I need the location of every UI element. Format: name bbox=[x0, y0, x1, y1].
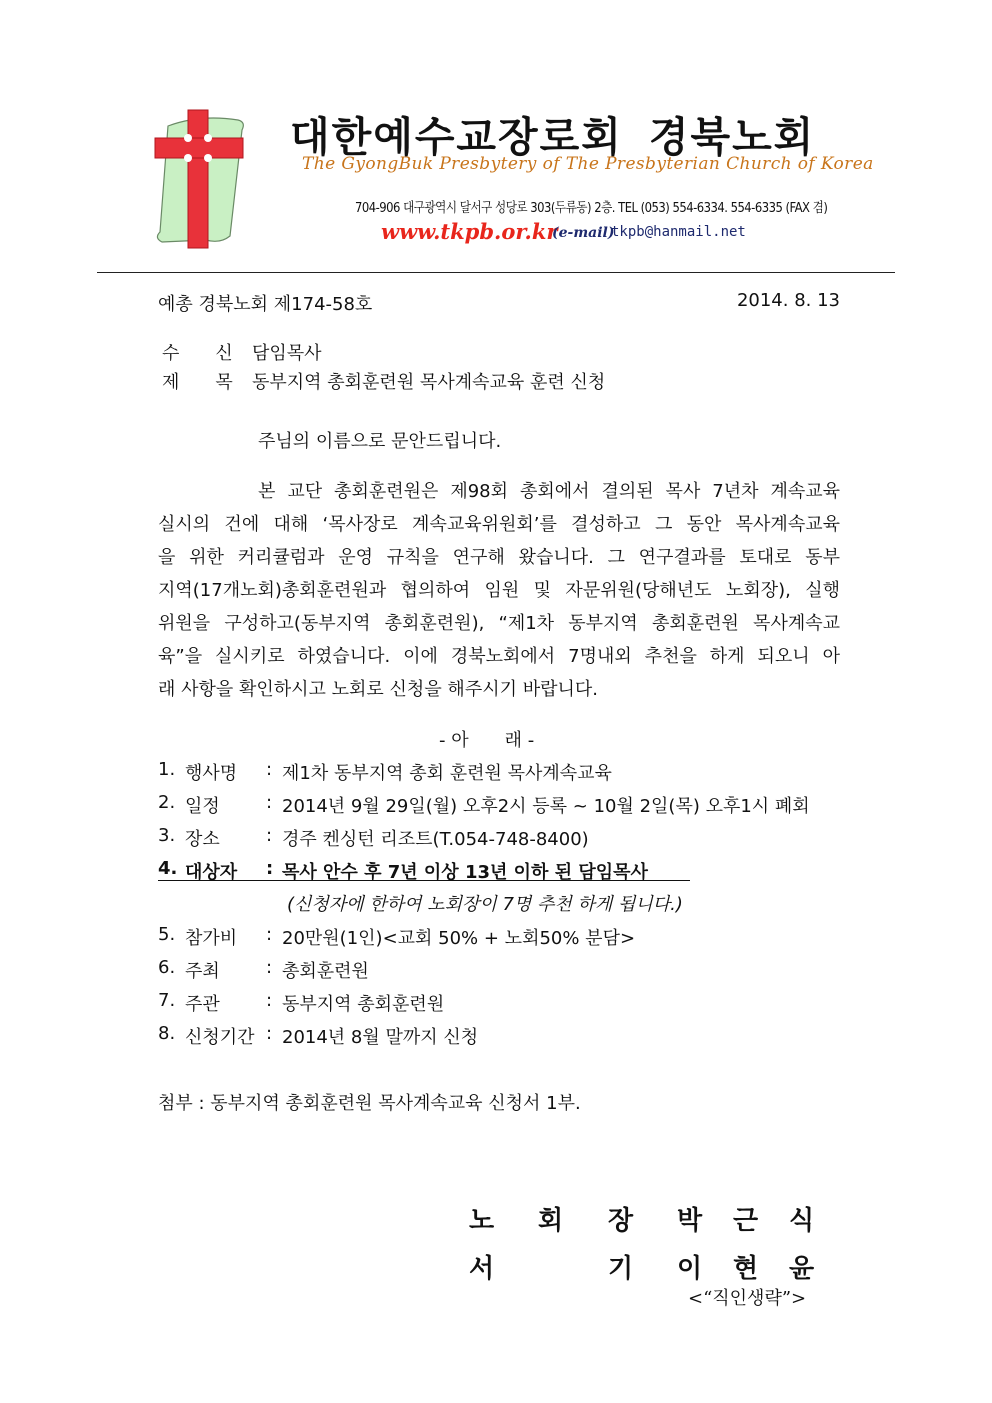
body-line: 위원을 구성하고(동부지역 총회훈련원), “제1차 동부지역 총회훈련원 목사계속교 bbox=[158, 613, 840, 634]
doc-number: 예총 경북노회 제174-58호 bbox=[158, 294, 373, 315]
cross-scroll-logo bbox=[150, 106, 250, 252]
sig-name-char: 근 bbox=[733, 1206, 759, 1236]
sig-title-char: 기 bbox=[608, 1254, 634, 1284]
sig-name-char: 박 bbox=[677, 1206, 703, 1236]
attachment: 첨부 : 동부지역 총회훈련원 목사계속교육 신청서 1부. bbox=[158, 1093, 581, 1114]
email-label: (e-mail) bbox=[552, 225, 615, 241]
item4-underline bbox=[158, 880, 690, 881]
letterhead-title-en: The GyongBuk Presbytery of The Presbyterian Church of Korea bbox=[302, 154, 874, 174]
seal-omitted-note: <“직인생략”> bbox=[688, 1288, 807, 1309]
sig-name-char: 식 bbox=[789, 1206, 815, 1236]
recipient: 담임목사 bbox=[252, 343, 322, 364]
subject: 동부지역 총회훈련원 목사계속교육 훈련 신청 bbox=[252, 372, 606, 393]
email-link[interactable]: tkpb@hanmail.net bbox=[611, 224, 746, 240]
body-line: 을 위한 커리큘럼과 운영 규칙을 연구해 왔습니다. 그 연구결과를 토대로 동부 bbox=[158, 547, 840, 568]
doc-date: 2014. 8. 13 bbox=[736, 290, 840, 311]
sig-title-char: 노 bbox=[469, 1206, 495, 1236]
body-line: 실시의 건에 대해 ‘목사장로 계속교육위원회’를 결성하고 그 동안 목사계속교육 bbox=[158, 514, 840, 535]
item4-note: (신청자에 한하여 노회장이 7명 추천 하게 됩니다.) bbox=[287, 894, 683, 915]
body-line: 본 교단 총회훈련원은 제98회 총회에서 결의된 목사 7년차 계속교육 bbox=[258, 481, 840, 502]
body-line: 육”을 실시키로 하였습니다. 이에 경북노회에서 7명내외 추천을 하게 되오니 아 bbox=[158, 646, 840, 667]
body-line: 래 사항을 확인하시고 노회로 신청을 해주시기 바랍니다. bbox=[158, 679, 598, 700]
sig-title-char: 회 bbox=[538, 1206, 564, 1236]
letterhead-address: 704-906 대구광역시 달서구 성당로 303(두류동) 2층. TEL (053) 554-6334. 554-6335 (FAX 겸) bbox=[355, 200, 828, 216]
recipient-label: 수 신 bbox=[162, 343, 233, 364]
sig-name-char: 이 bbox=[677, 1254, 703, 1284]
sig-name-char: 현 bbox=[733, 1254, 759, 1284]
greeting: 주님의 이름으로 문안드립니다. bbox=[258, 431, 502, 452]
subject-label: 제 목 bbox=[162, 372, 233, 393]
body-line: 지역(17개노회)총회훈련원과 협의하여 임원 및 자문위원(당해년도 노회장), 실행 bbox=[158, 580, 840, 601]
sig-title-char: 장 bbox=[608, 1206, 634, 1236]
letterhead-title-ko: 대한예수교장로회 경북노회 bbox=[290, 113, 816, 161]
below-heading: - 아 래 - bbox=[439, 730, 535, 751]
sig-name-char: 윤 bbox=[789, 1254, 815, 1284]
header-divider bbox=[97, 272, 895, 273]
sig-title-char: 서 bbox=[469, 1254, 495, 1284]
website-link[interactable]: www.tkpb.or.kr bbox=[381, 219, 558, 244]
